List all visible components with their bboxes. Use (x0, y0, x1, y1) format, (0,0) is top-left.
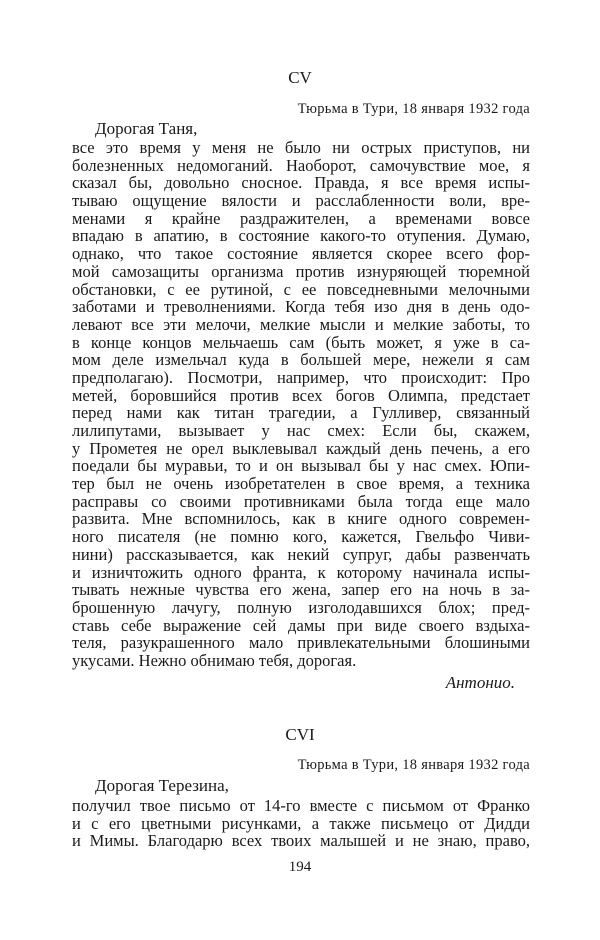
text-line: и изничтожить одного франта, к которому начинала испы- (72, 562, 530, 582)
text-line: менами я крайне раздражителен, а временами вовсе (72, 208, 530, 228)
text-line: левают все эти мелочи, мелкие мысли и мелкие заботы, то (72, 314, 530, 334)
text-line: обстановки, с ее рутиной, с ее повседневными мелочными (72, 279, 530, 299)
text-line: тывать нежные чувства его жена, запер его на ночь в за- (72, 580, 530, 600)
letter-body (72, 797, 530, 850)
salutation: Дорогая Терезина, (95, 776, 229, 795)
text-line: развита. Мне вспомнилось, как в книге одного современ- (72, 509, 530, 529)
signature: Антонио. (445, 673, 515, 692)
letter-date: Тюрьма в Тури, 18 января 1932 года (297, 101, 530, 117)
text-line: тер был не очень изобретателен в свое время, а техника (72, 474, 530, 494)
text-line: сказал бы, довольно сносное. Правда, я все время испы- (72, 173, 530, 193)
salutation: Дорогая Таня, (95, 119, 198, 138)
text-line: расправы со своими противниками была тогда еще мало (72, 491, 530, 511)
text-line: укусами. Нежно обнимаю тебя, дорогая. (72, 650, 357, 670)
text-line: перед нами как титан трагедии, а Гулливер, связанный (72, 403, 530, 423)
text-line: все это время у меня не было ни острых приступов, ни (72, 138, 530, 157)
text-line: заботами и треволнениями. Когда тебя изо дня в день одо- (72, 297, 530, 317)
text-line: теля, разукрашенного мало привлекательными блошиными (72, 633, 530, 653)
text-line: предполагаю). Посмотри, например, что происходит: Про (72, 367, 530, 387)
text-line: ного писателя (не помню кого, кажется, Гвельфо Чиви- (72, 527, 530, 547)
text-line: тываю ощущение вялости и расслабленности воли, вре- (72, 191, 530, 211)
text-line: и с его цветными рисунками, а также письмецо от Дидди (72, 813, 530, 833)
text-line: поедали бы муравьи, то и он вызывал бы у нас смех. Юпи- (72, 456, 530, 476)
text-line: в конце концов мельчаешь сам (быть может, я уже в са- (72, 332, 530, 352)
text-line: брошенную лачугу, полную изголодавшихся блох; пред- (72, 597, 530, 617)
text-line: мой самозащиты организма против изнуряющей тюремной (72, 261, 530, 281)
text-line: болезненных недомоганий. Наоборот, самочувствие мое, я (72, 155, 530, 175)
text-line: впадаю в апатию, в состояние какого-то отупения. Думаю, (72, 226, 530, 246)
text-line: лилипутами, вызывает у нас смех: Если бы, скажем, (72, 421, 530, 440)
text-line: получил твое письмо от 14-го вместе с письмом от Франко (72, 796, 530, 815)
text-line: у Прометея не орел выклевывал каждый день печень, а его (72, 438, 530, 458)
text-line: мом деле измельчал куда в большей мере, нежели я сам (72, 350, 530, 370)
letter-number: CVI (285, 725, 315, 744)
text-line: и Мимы. Благодарю всех твоих малышей и не знаю, право, (72, 831, 530, 851)
text-line: нини) рассказывается, как некий супруг, дабы развенчать (72, 544, 530, 564)
text-line: ставь себе выражение сей дамы при виде своего вздыха- (72, 615, 530, 635)
letter-number: CV (288, 68, 312, 87)
letter-date: Тюрьма в Тури, 18 января 1932 года (297, 757, 530, 773)
page-number: 194 (288, 859, 312, 875)
letter-body (72, 139, 530, 670)
text-line: метей, боровшийся против всех богов Олимпа, предстает (72, 385, 530, 405)
text-line: однако, что такое состояние является скорее всего фор- (72, 244, 530, 264)
